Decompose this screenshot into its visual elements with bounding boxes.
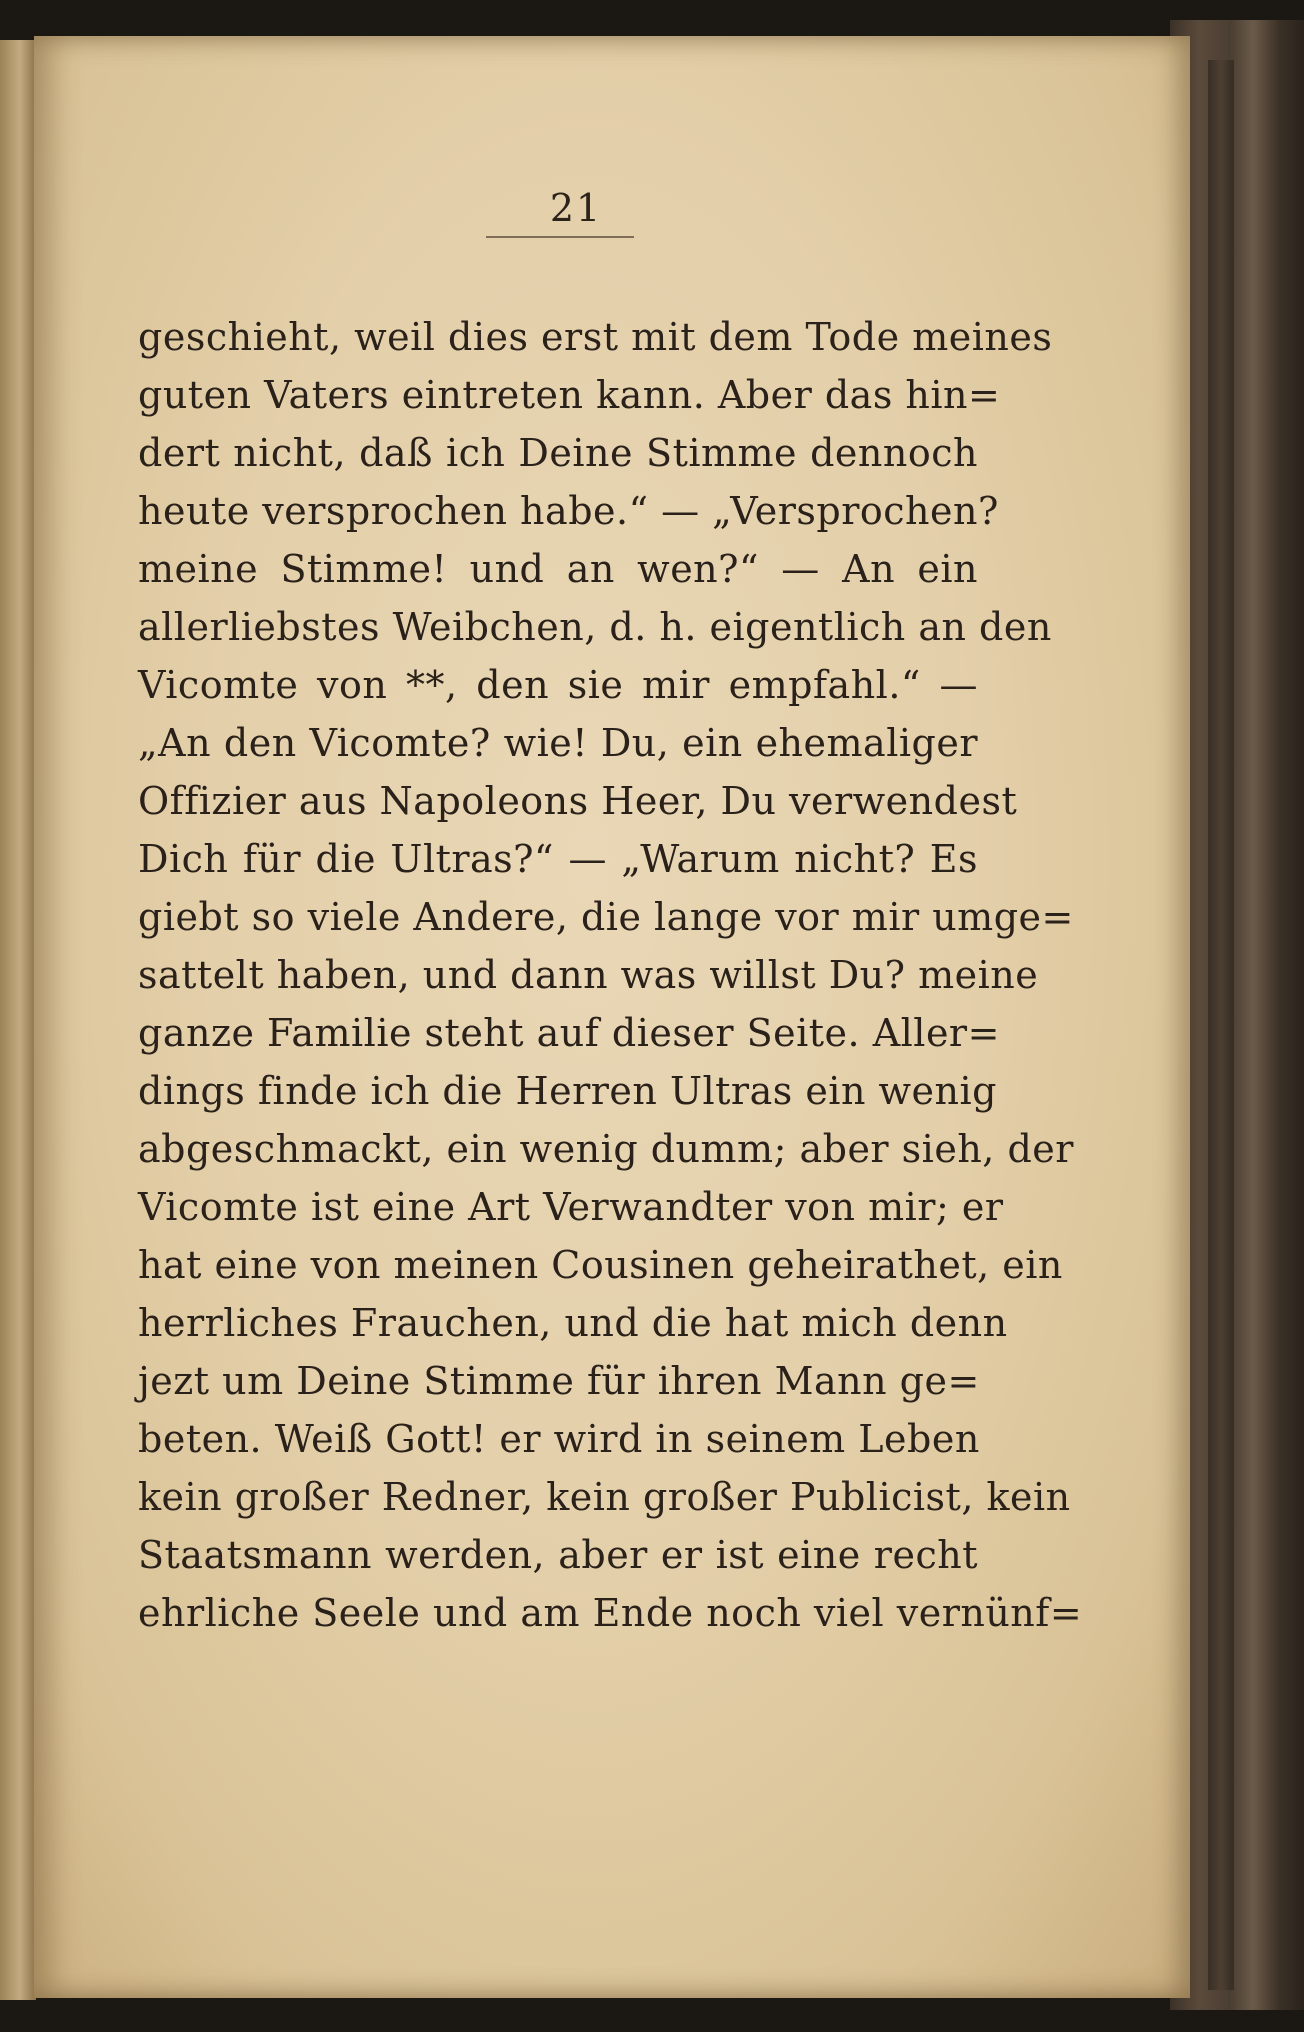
previous-page-edge	[0, 40, 36, 2000]
text-line: hat eine von meinen Cousinen geheirathet, ein	[138, 1243, 1063, 1287]
text-line: jezt um Deine Stimme für ihren Mann ge=	[138, 1359, 980, 1403]
text-line: kein großer Redner, kein großer Publicist, kein	[138, 1475, 1071, 1519]
text-line: Offizier aus Napoleons Heer, Du verwendest	[138, 779, 1018, 823]
text-line: abgeschmackt, ein wenig dumm; aber sieh, der	[138, 1127, 1074, 1171]
text-line: heute versprochen habe.“ — „Versprochen?	[138, 489, 999, 533]
text-line: herrliches Frauchen, und die hat mich denn	[138, 1301, 1008, 1345]
book-page	[34, 36, 1190, 1998]
header-rule	[486, 236, 634, 238]
text-line: allerliebstes Weibchen, d. h. eigentlich an den	[138, 605, 1052, 649]
text-line: ganze Familie steht auf dieser Seite. Aller=	[138, 1011, 1000, 1055]
text-line: giebt so viele Andere, die lange vor mir umge=	[138, 895, 1074, 939]
text-line: beten. Weiß Gott! er wird in seinem Leben	[138, 1417, 980, 1461]
text-line: meine Stimme! und an wen?“ — An ein	[138, 547, 978, 591]
page-body-text	[138, 308, 1083, 1642]
text-line: ehrliche Seele und am Ende noch viel vernünf=	[138, 1591, 1083, 1635]
book-cover-board	[1170, 20, 1304, 2010]
text-line: „An den Vicomte? wie! Du, ein ehemaliger	[138, 721, 978, 765]
text-line: dings finde ich die Herren Ultras ein wenig	[138, 1069, 997, 1113]
text-line: Vicomte ist eine Art Verwandter von mir; er	[138, 1185, 1004, 1229]
text-line: sattelt haben, und dann was willst Du? meine	[138, 953, 1039, 997]
page-number: 21	[549, 186, 603, 230]
text-line: dert nicht, daß ich Deine Stimme dennoch	[138, 431, 978, 475]
text-line: Staatsmann werden, aber er ist eine recht	[138, 1533, 978, 1577]
text-line: geschieht, weil dies erst mit dem Tode meines	[138, 315, 1053, 359]
cover-board-edge	[1208, 60, 1234, 1990]
text-line: guten Vaters eintreten kann. Aber das hin=	[138, 373, 1001, 417]
text-line: Vicomte von **, den sie mir empfahl.“ —	[138, 663, 978, 707]
text-line: Dich für die Ultras?“ — „Warum nicht? Es	[138, 837, 978, 881]
